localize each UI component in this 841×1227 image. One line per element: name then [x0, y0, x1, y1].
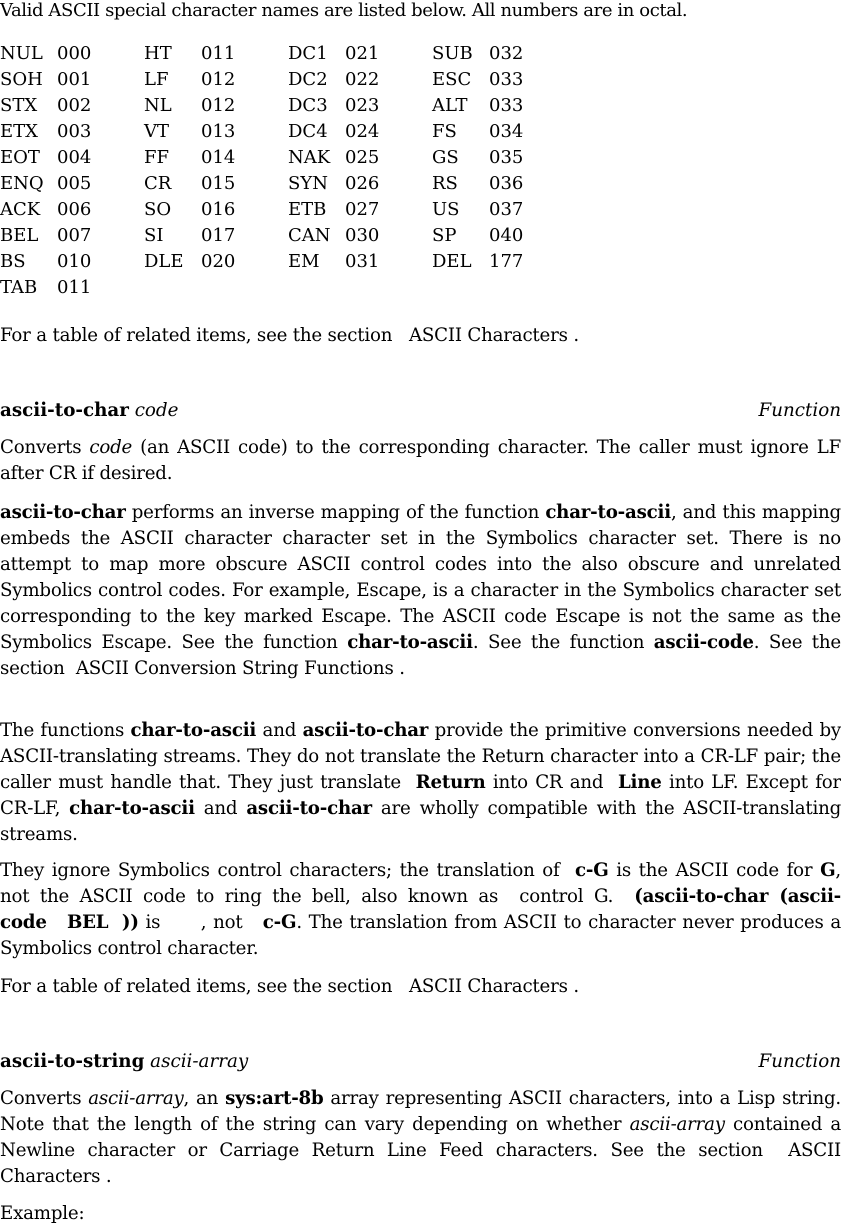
ascii-entry-name: BEL [0, 225, 39, 246]
ascii-entry-name: EOT [0, 147, 40, 168]
ascii-entry-name: STX [0, 95, 38, 116]
ascii-entry-code: 025 [345, 147, 380, 168]
ascii-entry-name: ETX [0, 121, 38, 142]
ascii-entry-code: 023 [345, 95, 380, 116]
ascii-entry-name: BS [0, 251, 26, 272]
ascii-entry-name: DC3 [288, 95, 328, 116]
ascii-entry-name: ENQ [0, 173, 44, 194]
ascii-entry-name: SYN [288, 173, 328, 194]
ascii-entry-code: 001 [57, 69, 92, 90]
ascii-characters-link[interactable]: ASCII Characters [408, 976, 568, 997]
ascii-entry-code: 007 [57, 225, 92, 246]
related-items-note-2: For a table of related items, see the section ASCII Characters . [0, 976, 579, 997]
ascii-entry-code: 002 [57, 95, 92, 116]
ascii-entry-name: FF [144, 147, 169, 168]
ascii-entry-name: SI [144, 225, 164, 246]
fn-ref[interactable]: char-to-ascii [545, 502, 671, 523]
ascii-entry-code: 037 [489, 199, 524, 220]
ascii-entry-code: 003 [57, 121, 92, 142]
ascii-entry-code: 033 [489, 95, 524, 116]
ascii-entry-name: ESC [432, 69, 472, 90]
function-name: ascii-to-string [0, 1051, 145, 1072]
ascii-entry-code: 027 [345, 199, 380, 220]
fn-ref[interactable]: ascii-to-char [246, 798, 372, 819]
ascii-entry-code: 030 [345, 225, 380, 246]
ascii-entry-code: 021 [345, 43, 380, 64]
ascii-entry-code: 010 [57, 251, 92, 272]
ascii-entry-name: FS [432, 121, 457, 142]
ascii-entry-code: 006 [57, 199, 92, 220]
ascii-entry-name: EM [288, 251, 320, 272]
definition-type: Function [758, 400, 841, 421]
ascii-conversion-string-functions-link[interactable]: ASCII Conversion String Functions [75, 658, 394, 679]
related-items-note-1: For a table of related items, see the section ASCII Characters . [0, 325, 579, 346]
ascii-entry-name: ETB [288, 199, 327, 220]
ascii-entry-code: 012 [201, 69, 236, 90]
ascii-entry-code: 031 [345, 251, 380, 272]
ascii-entry-name: SO [144, 199, 172, 220]
ascii-to-char-paragraph-3: The functions char-to-ascii and ascii-to-char provide the primitive conversions needed by ASCII-translating streams. They do not translate the Return character into a CR-LF pair; the caller must handle that. They just translate Return into CR and Line into LF. Except for CR-LF, char-to-ascii and ascii-to-char are wholly compatible with the ASCII-translating streams. [0, 720, 841, 845]
ascii-to-string-paragraph-1: Converts ascii-array, an sys:art-8b array representing ASCII characters, into a Lisp string. Note that the length of the string can vary depending on whether ascii-array contained a Newline character or Carriage Return Line Feed characters. See the section ASCII Characters . [0, 1088, 841, 1187]
ascii-entry-code: 012 [201, 95, 236, 116]
key-line: Line [617, 772, 662, 793]
ascii-entry-code: 040 [489, 225, 524, 246]
ascii-entry-name: DC4 [288, 121, 328, 142]
fn-ref[interactable]: ascii-code [653, 632, 754, 653]
fn-ref[interactable]: char-to-ascii [69, 798, 195, 819]
ascii-entry-code: 033 [489, 69, 524, 90]
ascii-entry-code: 011 [57, 277, 92, 298]
ascii-entry-name: US [432, 199, 460, 220]
ascii-entry-code: 032 [489, 43, 524, 64]
ascii-entry-name: DC1 [288, 43, 328, 64]
ascii-entry-code: 020 [201, 251, 236, 272]
ascii-entry-name: VT [144, 121, 170, 142]
key-return: Return [415, 772, 486, 793]
ascii-entry-name: CR [144, 173, 172, 194]
ascii-entry-code: 015 [201, 173, 236, 194]
ascii-entry-name: NL [144, 95, 172, 116]
ascii-entry-code: 026 [345, 173, 380, 194]
ascii-entry-code: 005 [57, 173, 92, 194]
function-name: ascii-to-char [0, 400, 129, 421]
ascii-entry-name: GS [432, 147, 459, 168]
fn-ref[interactable]: char-to-ascii [130, 720, 257, 741]
ascii-entry-name: DEL [432, 251, 472, 272]
ascii-entry-name: SP [432, 225, 457, 246]
ascii-entry-code: 017 [201, 225, 236, 246]
ascii-entry-name: NUL [0, 43, 43, 64]
definition-type: Function [758, 1051, 841, 1072]
ascii-entry-name: HT [144, 43, 172, 64]
ascii-entry-code: 024 [345, 121, 380, 142]
ascii-to-char-paragraph-1: Converts code (an ASCII code) to the corresponding character. The caller must ignore LF after CR if desired. [0, 437, 841, 484]
fn-ref[interactable]: ascii-to-char [302, 720, 429, 741]
ascii-entry-code: 177 [489, 251, 524, 272]
ascii-to-char-definition-header [0, 398, 841, 424]
ascii-entry-name: ALT [432, 95, 468, 116]
ascii-entry-name: LF [144, 69, 169, 90]
function-argument: code [134, 400, 179, 421]
ascii-entry-name: TAB [0, 277, 38, 298]
ascii-entry-name: NAK [288, 147, 331, 168]
ascii-to-string-definition-header [0, 1049, 841, 1075]
ascii-to-char-paragraph-2: ascii-to-char performs an inverse mapping of the function char-to-ascii, and this mapping embeds the ASCII character character set in the Symbolics character set. There is no attempt to map more obscure ASCII control codes into the also obscure and unrelated Symbolics control codes. For example, Escape, is a character in the Symbolics character set corresponding to the key marked Escape. The ASCII code Escape is not the same as the Symbolics Escape. See the function char-to-ascii. See the function ascii-code. See the section ASCII Conversion String Functions . [0, 502, 841, 679]
example-label: Example: [0, 1203, 85, 1224]
ascii-entry-code: 014 [201, 147, 236, 168]
ascii-entry-code: 035 [489, 147, 524, 168]
ascii-entry-name: SOH [0, 69, 43, 90]
ascii-entry-name: DC2 [288, 69, 328, 90]
ascii-entry-code: 000 [57, 43, 92, 64]
ascii-entry-code: 011 [201, 43, 236, 64]
ascii-entry-code: 004 [57, 147, 92, 168]
ascii-characters-link[interactable]: ASCII Characters [0, 1140, 841, 1187]
ascii-entry-code: 016 [201, 199, 236, 220]
ascii-to-char-paragraph-4: They ignore Symbolics control characters; the translation of c-G is the ASCII code for G, not the ASCII code to ring the bell, also known as control G. (ascii-to-char (ascii-code BEL )) is , not c-G. The translation from ASCII to character never produces a Symbolics control character. [0, 860, 841, 959]
function-argument: ascii-array [150, 1051, 249, 1072]
intro-text: Valid ASCII special character names are listed below. All numbers are in octal. [0, 0, 688, 21]
ascii-entry-name: RS [432, 173, 458, 194]
fn-ref[interactable]: char-to-ascii [347, 632, 473, 653]
ascii-entry-name: CAN [288, 225, 331, 246]
ascii-entry-code: 013 [201, 121, 236, 142]
ascii-entry-code: 034 [489, 121, 524, 142]
ascii-entry-name: ACK [0, 199, 41, 220]
ascii-characters-link[interactable]: ASCII Characters [408, 325, 568, 346]
ascii-entry-name: DLE [144, 251, 184, 272]
ascii-entry-code: 036 [489, 173, 524, 194]
ascii-entry-name: SUB [432, 43, 473, 64]
fn-ref[interactable]: ascii-to-char [0, 502, 126, 523]
ascii-entry-code: 022 [345, 69, 380, 90]
